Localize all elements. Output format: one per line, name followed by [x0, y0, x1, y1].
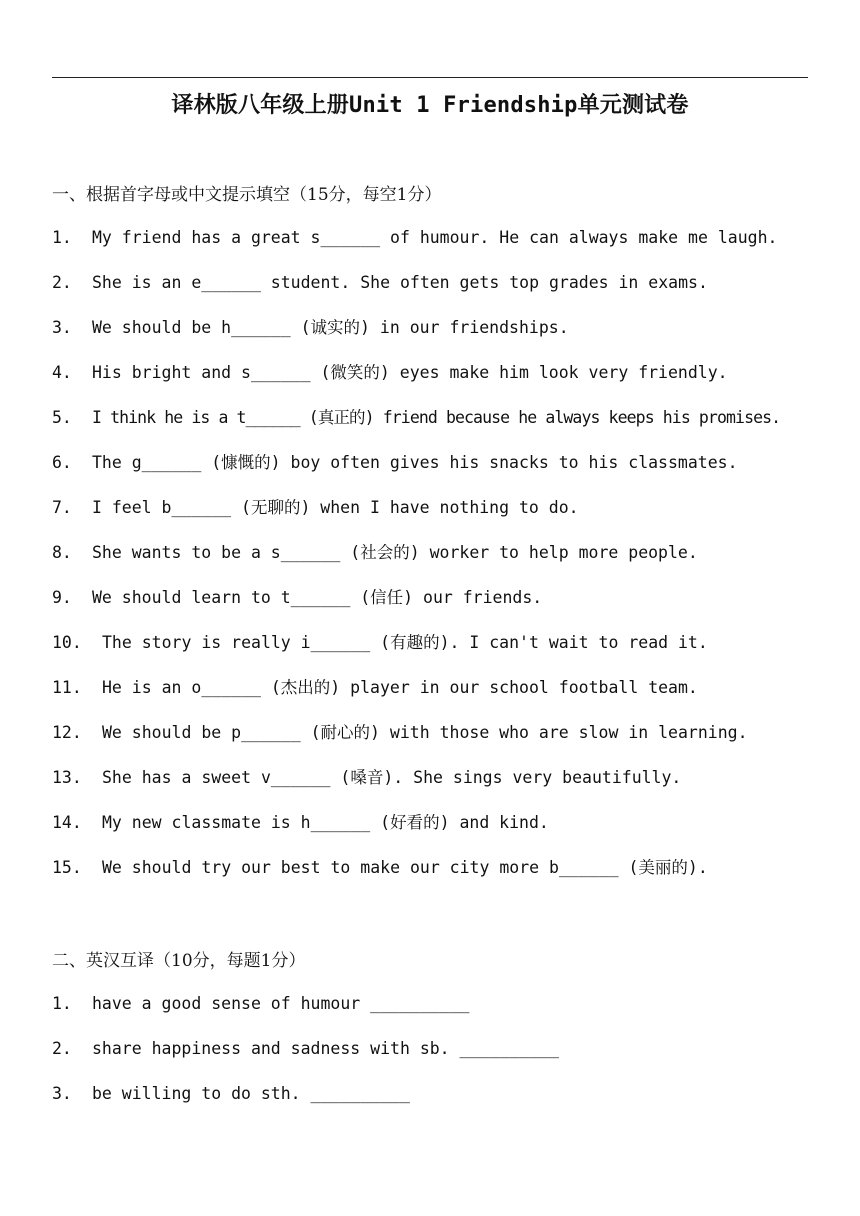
question-number: 2. [52, 1039, 72, 1058]
question-text: He is an o______ (杰出的) player in our school football team. [102, 678, 698, 697]
question-number: 15. [52, 858, 82, 877]
question-number: 7. [52, 498, 72, 517]
section-1-heading: 一、根据首字母或中文提示填空（15分，每空1分） [52, 185, 442, 205]
question-text: We should learn to t______ (信任) our friends. [92, 588, 543, 607]
question-number: 13. [52, 768, 82, 787]
question-text: My friend has a great s______ of humour. He can always make me laugh. [92, 228, 778, 247]
question-number: 3. [52, 1084, 72, 1103]
question-text: share happiness and sadness with sb. __________ [92, 1039, 559, 1058]
section-1-question-5 [52, 406, 780, 430]
question-number: 3. [52, 318, 72, 337]
question-number: 14. [52, 813, 82, 832]
section-1-question-14 [52, 811, 549, 835]
question-number: 11. [52, 678, 82, 697]
question-text: She is an e______ student. She often gets top grades in exams. [92, 273, 708, 292]
question-text: My new classmate is h______ (好看的) and kind. [102, 813, 549, 832]
question-text: We should be p______ (耐心的) with those who are slow in learning. [102, 723, 748, 742]
section-1-question-1 [52, 226, 777, 250]
section-2-question-3 [52, 1082, 410, 1106]
section-1-question-10 [52, 631, 708, 655]
section-1-question-4 [52, 361, 728, 385]
question-number: 10. [52, 633, 82, 652]
question-text: She wants to be a s______ (社会的) worker to help more people. [92, 543, 698, 562]
section-1-question-7 [52, 496, 579, 520]
question-text: have a good sense of humour __________ [92, 994, 470, 1013]
question-number: 6. [52, 453, 72, 472]
question-text: I think he is a t______ (真正的) friend because he always keeps his promises. [92, 408, 781, 427]
question-number: 12. [52, 723, 82, 742]
question-text: The g______ (慷慨的) boy often gives his snacks to his classmates. [92, 453, 738, 472]
question-number: 5. [52, 408, 72, 427]
section-2-heading: 二、英汉互译（10分，每题1分） [52, 951, 306, 971]
question-number: 2. [52, 273, 72, 292]
page-title: 译林版八年级上册Unit 1 Friendship单元测试卷 [171, 93, 689, 118]
section-1-question-11 [52, 676, 698, 700]
section-1-question-3 [52, 316, 569, 340]
question-number: 1. [52, 228, 72, 247]
question-text: We should be h______ (诚实的) in our friendships. [92, 318, 569, 337]
section-1-question-6 [52, 451, 738, 475]
question-text: His bright and s______ (微笑的) eyes make him look very friendly. [92, 363, 728, 382]
section-1-question-9 [52, 586, 542, 610]
question-text: The story is really i______ (有趣的). I can't wait to read it. [102, 633, 708, 652]
section-1-question-15 [52, 856, 708, 880]
question-text: We should try our best to make our city more b______ (美丽的). [102, 858, 708, 877]
question-number: 1. [52, 994, 72, 1013]
section-2-question-1 [52, 992, 470, 1016]
question-text: She has a sweet v______ (嗓音). She sings very beautifully. [102, 768, 682, 787]
question-text: I feel b______ (无聊的) when I have nothing to do. [92, 498, 579, 517]
section-1-question-13 [52, 766, 681, 790]
question-text: be willing to do sth. __________ [92, 1084, 410, 1103]
header-rule [52, 77, 808, 78]
question-number: 8. [52, 543, 72, 562]
question-number: 9. [52, 588, 72, 607]
section-2-question-2 [52, 1037, 559, 1061]
section-1-question-12 [52, 721, 748, 745]
question-number: 4. [52, 363, 72, 382]
section-1-question-8 [52, 541, 698, 565]
section-1-question-2 [52, 271, 708, 295]
